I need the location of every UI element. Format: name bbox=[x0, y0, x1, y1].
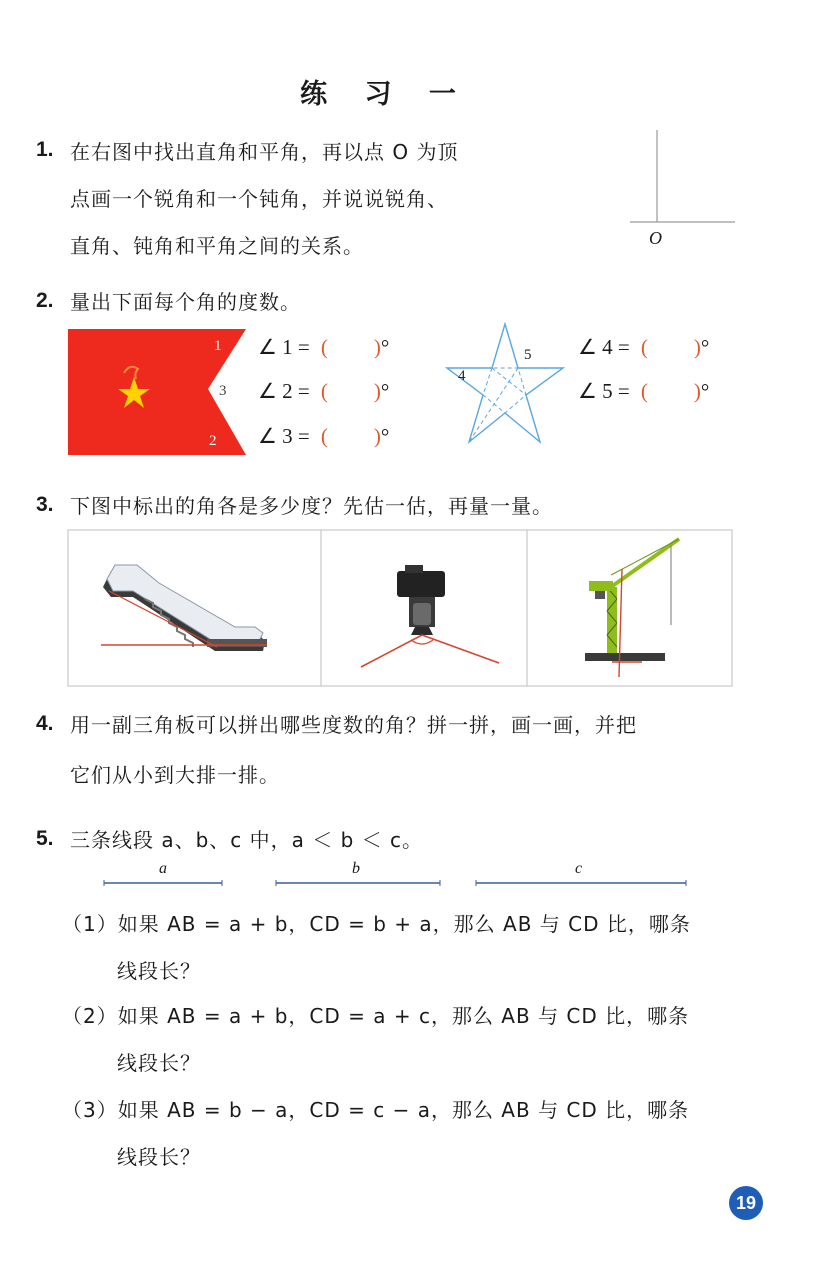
page-number-badge: 19 bbox=[729, 1186, 763, 1220]
segments-figure bbox=[100, 878, 700, 890]
angle-2-blank bbox=[258, 379, 389, 404]
open-paren: ( bbox=[320, 335, 328, 359]
sub-question-3-number: （3） bbox=[62, 1098, 118, 1122]
star-angle-5-label: 5 bbox=[524, 347, 532, 363]
flag-angle-2-label: 2 bbox=[209, 433, 217, 449]
angle-2-label: ∠ 2 = bbox=[258, 379, 310, 403]
question-2-number: 2. bbox=[36, 289, 54, 312]
star-angle-4-label: 4 bbox=[458, 368, 466, 384]
flag-angle-3-label: 3 bbox=[219, 383, 227, 399]
sub-question-1-line-2: 线段长？ bbox=[117, 959, 201, 983]
question-2-text: 量出下面每个角的度数。 bbox=[70, 290, 301, 314]
segment-a-label: a bbox=[159, 860, 167, 877]
open-paren: ( bbox=[640, 335, 648, 359]
right-angle-straight-angle-figure bbox=[630, 122, 740, 232]
close-paren: ) bbox=[373, 335, 381, 359]
question-4-line-1: 用一副三角板可以拼出哪些度数的角？拼一拼，画一画，并把 bbox=[70, 713, 637, 737]
angle-3-blank bbox=[258, 424, 389, 449]
sub-question-2 bbox=[62, 1000, 689, 1029]
close-paren: ) bbox=[693, 335, 701, 359]
sub-question-2-line-2: 线段长？ bbox=[117, 1051, 201, 1075]
degree-sign: ° bbox=[380, 335, 390, 359]
segment-c-label: c bbox=[575, 860, 583, 877]
sub-question-1 bbox=[62, 908, 691, 937]
question-1-line-2: 点画一个锐角和一个钝角，并说说锐角、 bbox=[70, 187, 448, 211]
sub-question-1-number: （1） bbox=[62, 912, 118, 936]
open-paren: ( bbox=[320, 424, 328, 448]
sub-question-3-line-2: 线段长？ bbox=[117, 1145, 201, 1169]
degree-sign: ° bbox=[380, 379, 390, 403]
angle-4-label: ∠ 4 = bbox=[578, 335, 630, 359]
question-1-line-3: 直角、钝角和平角之间的关系。 bbox=[70, 234, 364, 258]
question-4-line-2: 它们从小到大排一排。 bbox=[70, 763, 280, 787]
angle-1-label: ∠ 1 = bbox=[258, 335, 310, 359]
question-1-line-1: 在右图中找出直角和平角，再以点 O 为顶 bbox=[70, 140, 459, 164]
angle-5-blank bbox=[578, 379, 709, 404]
flag-angle-1-label: 1 bbox=[214, 338, 222, 354]
sub-question-3-line-1: 如果 AB = b − a，CD = c − a，那么 AB 与 CD 比，哪条 bbox=[117, 1098, 690, 1122]
degree-sign: ° bbox=[380, 424, 390, 448]
sub-question-2-line-1: 如果 AB = a + b，CD = a + c，那么 AB 与 CD 比，哪条 bbox=[117, 1004, 690, 1028]
degree-sign: ° bbox=[700, 379, 710, 403]
angle-1-blank bbox=[258, 335, 389, 360]
open-paren: ( bbox=[640, 379, 648, 403]
angle-3-label: ∠ 3 = bbox=[258, 424, 310, 448]
point-o-label: O bbox=[649, 228, 662, 248]
close-paren: ) bbox=[373, 424, 381, 448]
question-5-text: 三条线段 a、b、c 中，a ＜ b ＜ c。 bbox=[70, 828, 424, 852]
sub-question-1-line-1: 如果 AB = a + b，CD = b + a，那么 AB 与 CD 比，哪条 bbox=[117, 912, 691, 936]
sub-question-2-number: （2） bbox=[62, 1004, 118, 1028]
degree-sign: ° bbox=[700, 335, 710, 359]
angle-5-label: ∠ 5 = bbox=[578, 379, 630, 403]
segment-b-label: b bbox=[352, 860, 360, 877]
question-1-number: 1. bbox=[36, 138, 54, 161]
angle-4-blank bbox=[578, 335, 709, 360]
open-paren: ( bbox=[320, 379, 328, 403]
sub-question-3 bbox=[62, 1094, 689, 1123]
angle-pictures-panel bbox=[67, 529, 733, 688]
question-4-number: 4. bbox=[36, 712, 54, 735]
question-5-number: 5. bbox=[36, 827, 54, 850]
question-3-number: 3. bbox=[36, 493, 54, 516]
close-paren: ) bbox=[693, 379, 701, 403]
close-paren: ) bbox=[373, 379, 381, 403]
page-title: 练 习 一 bbox=[300, 79, 470, 110]
question-3-text: 下图中标出的角各是多少度？先估一估，再量一量。 bbox=[70, 494, 553, 518]
